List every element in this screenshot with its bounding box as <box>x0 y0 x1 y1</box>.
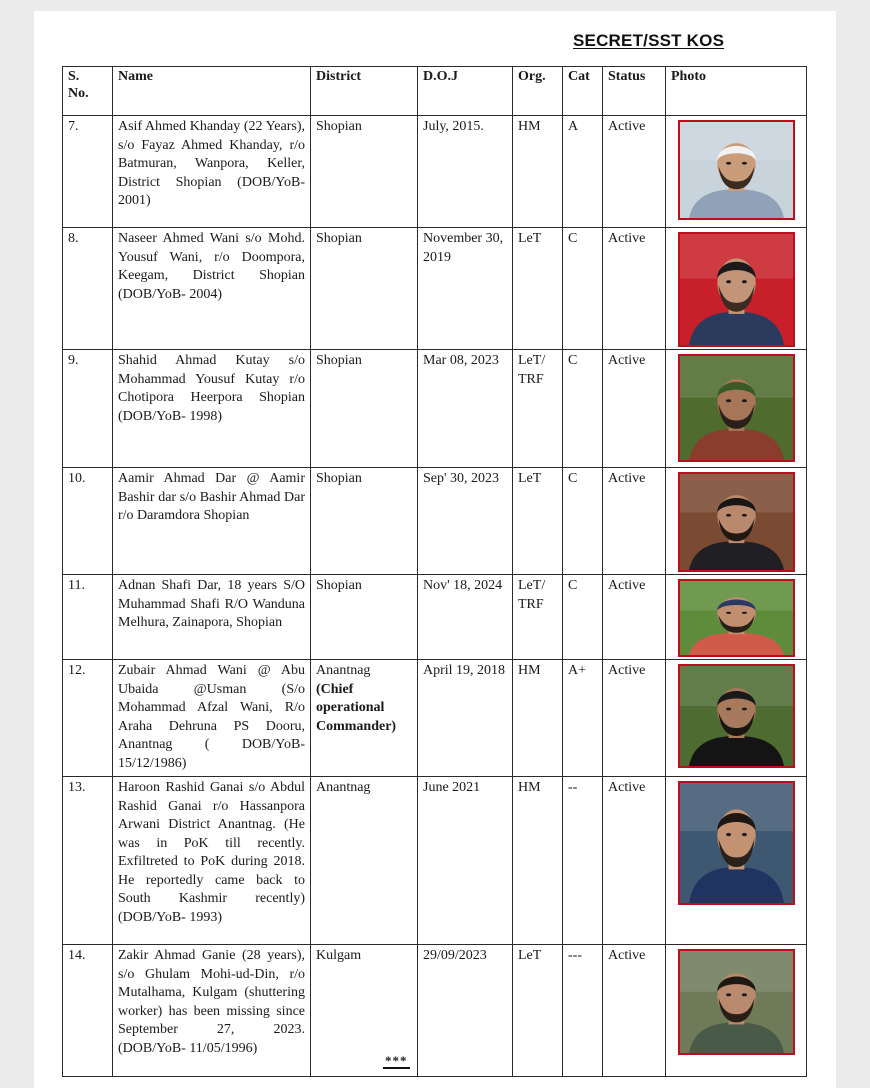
row-photo-cell <box>666 468 807 575</box>
table-row <box>63 116 807 228</box>
row-district-text: Shopian <box>316 231 362 246</box>
table-header-row <box>63 67 807 116</box>
person-photo <box>678 781 795 905</box>
row-serial-number: 7. <box>63 116 113 228</box>
row-district-text: Kulgam <box>316 948 362 963</box>
row-doj-text: July, 2015. <box>423 119 484 134</box>
row-serial-number: 13. <box>63 777 113 945</box>
row-serial-number: 14. <box>63 945 113 1077</box>
row-status: Active <box>603 116 666 228</box>
row-organisation: HM <box>513 116 563 228</box>
row-status: Active <box>603 777 666 945</box>
row-organisation: LeT <box>513 945 563 1077</box>
row-district <box>311 777 418 945</box>
row-category: C <box>563 228 603 350</box>
row-serial-number: 12. <box>63 660 113 777</box>
row-name-text: Haroon Rashid Ganai s/o Abdul Rashid Ganai r/o Hassanpora Arwani District Anantnag. (He was in PoK till recently. Exfiltreted to PoK during 2018. He reportedly came back to South Kashmir recently) (DOB/YoB- 1993) <box>118 780 305 925</box>
row-district-text: Shopian <box>316 578 362 593</box>
person-portrait-icon <box>680 951 793 1053</box>
row-district <box>311 575 418 660</box>
person-portrait-icon <box>680 474 793 570</box>
row-district <box>311 116 418 228</box>
row-name-details <box>113 116 311 228</box>
row-date-of-joining <box>418 660 513 777</box>
person-photo <box>678 949 795 1055</box>
row-name-text: Zakir Ahmad Ganie (28 years), s/o Ghulam Mohi-ud-Din, r/o Mutalhama, Kulgam (shuttering worker) has been missing since September 27, 2023. (DOB/YoB- 11/05/1996) <box>118 948 305 1056</box>
row-doj-text: Mar 08, 2023 <box>423 353 499 368</box>
person-photo <box>678 232 795 347</box>
row-district <box>311 228 418 350</box>
row-category: -- <box>563 777 603 945</box>
row-district-text: Anantnag <box>316 663 371 678</box>
row-name-details <box>113 228 311 350</box>
row-date-of-joining <box>418 945 513 1077</box>
person-portrait-icon <box>680 666 793 766</box>
document-page <box>34 11 836 1088</box>
column-header-sno-line1: S. <box>68 69 80 84</box>
row-district <box>311 350 418 468</box>
row-doj-text: 29/09/2023 <box>423 948 487 963</box>
table-row <box>63 228 807 350</box>
row-doj-text: June 2021 <box>423 780 481 795</box>
row-district <box>311 660 418 777</box>
person-portrait-icon <box>680 783 793 903</box>
row-doj-text: April 19, 2018 <box>423 663 506 678</box>
end-of-document-mark: *** <box>385 1053 408 1068</box>
row-name-details <box>113 575 311 660</box>
column-header-doj: D.O.J <box>418 67 513 116</box>
person-photo <box>678 579 795 657</box>
row-name-details <box>113 777 311 945</box>
row-serial-number: 9. <box>63 350 113 468</box>
row-category: A <box>563 116 603 228</box>
row-status: Active <box>603 660 666 777</box>
row-category: C <box>563 575 603 660</box>
row-district-note: (Chief operational Commander) <box>316 681 397 734</box>
row-category: C <box>563 350 603 468</box>
column-header-sno-line2: No. <box>68 86 89 101</box>
row-status: Active <box>603 350 666 468</box>
row-status: Active <box>603 575 666 660</box>
row-category: --- <box>563 945 603 1077</box>
row-date-of-joining <box>418 575 513 660</box>
row-photo-cell <box>666 777 807 945</box>
row-doj-text: Nov' 18, 2024 <box>423 578 503 593</box>
row-date-of-joining <box>418 350 513 468</box>
row-serial-number: 10. <box>63 468 113 575</box>
person-photo <box>678 664 795 768</box>
row-serial-number: 11. <box>63 575 113 660</box>
column-header-status: Status <box>603 67 666 116</box>
row-name-text: Asif Ahmed Khanday (22 Years), s/o Fayaz Ahmed Khanday, r/o Batmuran, Wanpora, Keller, District Shopian (DOB/YoB- 2001) <box>118 119 305 208</box>
column-header-district: District <box>311 67 418 116</box>
row-date-of-joining <box>418 468 513 575</box>
row-photo-cell <box>666 575 807 660</box>
row-date-of-joining <box>418 777 513 945</box>
row-serial-number: 8. <box>63 228 113 350</box>
militant-roster-table <box>62 66 807 1077</box>
row-organisation: LeT/ TRF <box>513 350 563 468</box>
table-row <box>63 468 807 575</box>
row-name-details <box>113 468 311 575</box>
column-header-org: Org. <box>513 67 563 116</box>
row-name-details <box>113 660 311 777</box>
row-doj-text: November 30, 2019 <box>423 231 504 265</box>
person-portrait-icon <box>680 356 793 460</box>
row-photo-cell <box>666 350 807 468</box>
row-date-of-joining <box>418 228 513 350</box>
row-district-text: Anantnag <box>316 780 371 795</box>
row-photo-cell <box>666 945 807 1077</box>
row-name-text: Aamir Ahmad Dar @ Aamir Bashir dar s/o Bashir Ahmad Dar r/o Daramdora Shopian <box>118 471 305 523</box>
row-photo-cell <box>666 228 807 350</box>
row-organisation: LeT <box>513 228 563 350</box>
row-organisation: HM <box>513 777 563 945</box>
person-portrait-icon <box>680 234 793 345</box>
row-name-text: Naseer Ahmed Wani s/o Mohd. Yousuf Wani, r/o Doompora, Keegam, District Shopian (DOB/YoB- 2004) <box>118 231 305 302</box>
row-status: Active <box>603 228 666 350</box>
column-header-photo: Photo <box>666 67 807 116</box>
person-portrait-icon <box>680 581 793 655</box>
row-name-text: Adnan Shafi Dar, 18 years S/O Muhammad Shafi R/O Wanduna Melhura, Zainapora, Shopian <box>118 578 305 630</box>
column-header-name: Name <box>113 67 311 116</box>
row-organisation: HM <box>513 660 563 777</box>
column-header-sno <box>63 67 113 116</box>
classification-header: SECRET/SST KOS <box>573 31 725 50</box>
row-name-details <box>113 945 311 1077</box>
row-date-of-joining <box>418 116 513 228</box>
table-row <box>63 575 807 660</box>
column-header-cat: Cat <box>563 67 603 116</box>
row-status: Active <box>603 945 666 1077</box>
row-doj-text: Sep' 30, 2023 <box>423 471 500 486</box>
table-row <box>63 777 807 945</box>
row-organisation: LeT <box>513 468 563 575</box>
row-district <box>311 468 418 575</box>
row-category: C <box>563 468 603 575</box>
row-category: A+ <box>563 660 603 777</box>
row-district-text: Shopian <box>316 353 362 368</box>
person-portrait-icon <box>680 122 793 218</box>
row-district-text: Shopian <box>316 471 362 486</box>
row-organisation: LeT/ TRF <box>513 575 563 660</box>
person-photo <box>678 472 795 572</box>
table-row <box>63 945 807 1077</box>
person-photo <box>678 354 795 462</box>
table-row <box>63 350 807 468</box>
row-name-details <box>113 350 311 468</box>
row-name-text: Zubair Ahmad Wani @ Abu Ubaida @Usman (S/o Mohammad Afzal Wani, R/o Araha Dehruna PS Dooru, Anantnag ( DOB/YoB- 15/12/1986) <box>118 663 305 771</box>
row-photo-cell <box>666 116 807 228</box>
row-name-text: Shahid Ahmad Kutay s/o Mohammad Yousuf Kutay r/o Chotipora Heerpora Shopian (DOB/YoB- 1998) <box>118 353 305 424</box>
table-row <box>63 660 807 777</box>
row-photo-cell <box>666 660 807 777</box>
row-status: Active <box>603 468 666 575</box>
person-photo <box>678 120 795 220</box>
row-district-text: Shopian <box>316 119 362 134</box>
